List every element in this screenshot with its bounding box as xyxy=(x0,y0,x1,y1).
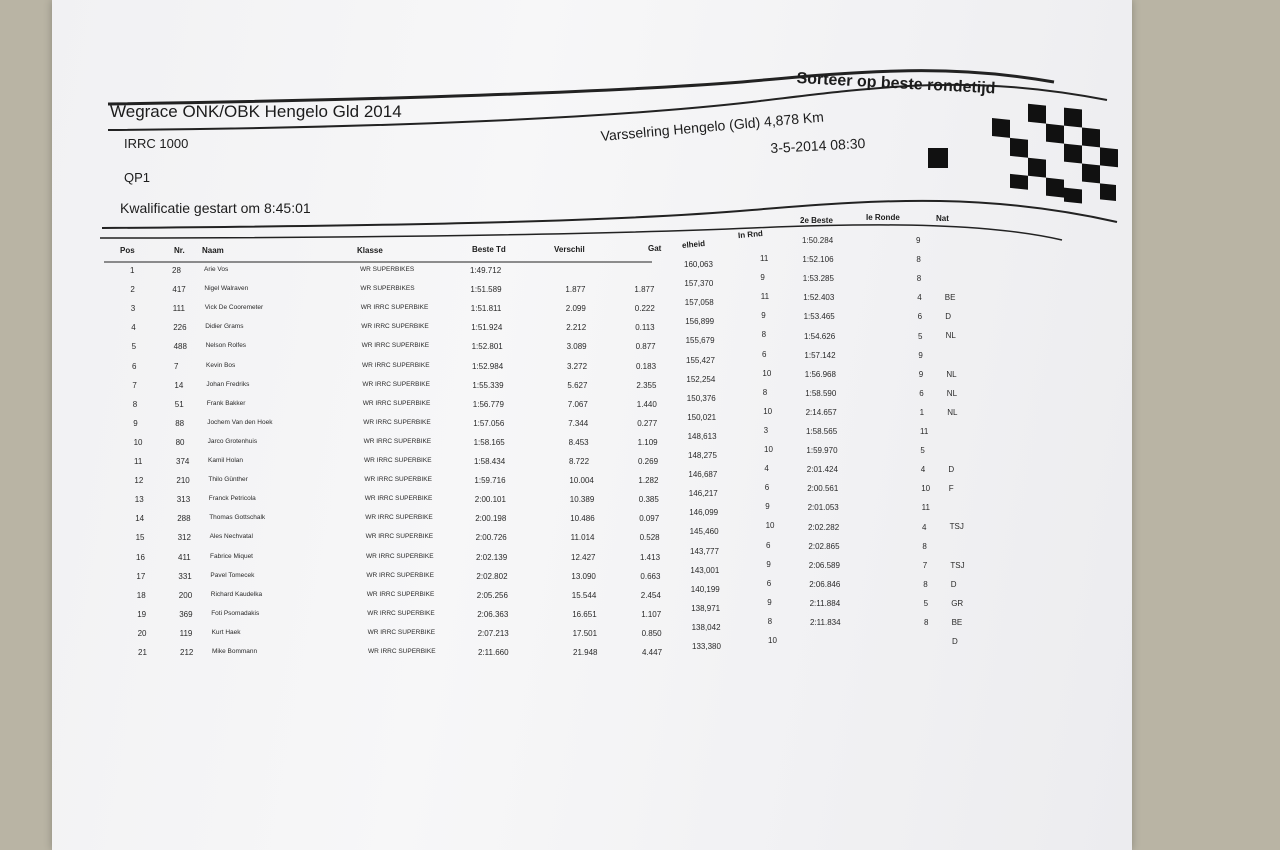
cell-verschil: 7.344 xyxy=(568,418,589,428)
cell-pos: 19 xyxy=(137,609,147,619)
cell-verschil: 10.486 xyxy=(570,514,595,524)
cell-klasse: WR IRRC SUPERBIKE xyxy=(365,514,433,522)
cell-verschil: 11.014 xyxy=(570,533,595,543)
cell-klasse: WR IRRC SUPERBIKE xyxy=(361,323,429,331)
cell-beste: 1:56.779 xyxy=(472,399,504,409)
cell-snelheid: 146,687 xyxy=(688,470,718,480)
cell-tweede: 1:58.565 xyxy=(806,427,838,436)
cell-gat: 0.277 xyxy=(637,418,658,428)
cell-ronde: 6 xyxy=(919,388,924,398)
cell-verschil: 15.544 xyxy=(571,590,597,600)
cell-tweede: 2:06.846 xyxy=(809,579,841,589)
cell-naam: Nigel Walraven xyxy=(204,285,249,293)
cell-nat: D xyxy=(948,465,955,475)
cell-nr: 417 xyxy=(172,285,186,295)
cell-pos: 11 xyxy=(134,457,143,466)
cell-ronde: 8 xyxy=(916,274,922,284)
cell-naam: Fabrice Miquet xyxy=(210,552,253,560)
cell-naam: Nelson Rolfes xyxy=(205,342,247,350)
cell-ronde: 7 xyxy=(922,560,928,570)
cell-nr: 111 xyxy=(172,304,185,314)
cell-nat: NL xyxy=(947,407,958,417)
cell-snelheid: 157,058 xyxy=(684,298,714,308)
cell-klasse: WR IRRC SUPERBIKE xyxy=(361,342,430,350)
start-time-text: Kwalificatie gestart om 8:45:01 xyxy=(120,200,311,216)
cell-gat: 2.454 xyxy=(640,590,661,600)
cell-pos: 5 xyxy=(131,342,137,352)
cell-nr: 14 xyxy=(174,380,184,390)
cell-naam: Franck Petricola xyxy=(208,495,256,503)
cell-ronde: 8 xyxy=(924,618,929,627)
cell-tweede: 2:01.053 xyxy=(807,503,839,513)
cell-naam: Richard Kaudelka xyxy=(210,590,263,598)
cell-tweede: 1:57.142 xyxy=(804,350,836,360)
col-klasse: Klasse xyxy=(357,246,383,255)
col-nr: Nr. xyxy=(174,246,185,255)
cell-inrnd: 6 xyxy=(764,483,770,493)
cell-gat: 0.222 xyxy=(634,304,655,314)
cell-nr: 28 xyxy=(172,266,181,275)
col-gat: Gat xyxy=(648,244,662,253)
cell-gat: 0.850 xyxy=(641,628,662,638)
cell-inrnd: 9 xyxy=(765,502,770,512)
cell-pos: 14 xyxy=(135,514,145,524)
cell-pos: 20 xyxy=(137,628,147,638)
cell-nr: 7 xyxy=(174,361,179,371)
cell-nr: 212 xyxy=(180,648,194,657)
cell-gat: 0.528 xyxy=(639,533,660,543)
cell-tweede: 2:02.282 xyxy=(808,522,840,532)
cell-verschil: 17.501 xyxy=(572,628,598,638)
cell-snelheid: 133,380 xyxy=(692,642,721,651)
cell-beste: 1:55.339 xyxy=(472,380,504,390)
cell-snelheid: 146,099 xyxy=(689,508,719,518)
col-ie-ronde: Ie Ronde xyxy=(866,213,900,222)
col-beste: Beste Td xyxy=(472,245,506,254)
cell-nr: 312 xyxy=(177,533,191,543)
cell-gat: 1.877 xyxy=(634,285,655,295)
cell-tweede: 2:00.561 xyxy=(807,484,839,494)
cell-pos: 1 xyxy=(130,266,135,275)
cell-tweede: 2:11.834 xyxy=(810,618,841,627)
cell-verschil: 3.272 xyxy=(567,361,588,371)
cell-nat: GR xyxy=(951,598,964,608)
cell-gat: 2.355 xyxy=(636,380,657,390)
cell-pos: 13 xyxy=(134,495,144,505)
cell-ronde: 4 xyxy=(922,522,927,532)
cell-naam: Kamil Holan xyxy=(208,457,244,464)
cell-beste: 1:58.165 xyxy=(473,437,505,447)
cell-ronde: 11 xyxy=(920,427,929,436)
cell-klasse: WR IRRC SUPERBIKE xyxy=(362,399,431,407)
cell-nr: 374 xyxy=(176,457,190,466)
cell-tweede: 2:06.589 xyxy=(808,560,840,570)
cell-nat: BE xyxy=(951,617,963,627)
cell-inrnd: 9 xyxy=(767,597,772,607)
cell-pos: 18 xyxy=(136,590,146,600)
cell-ronde: 10 xyxy=(921,484,931,494)
col-naam: Naam xyxy=(202,246,224,255)
cell-inrnd: 10 xyxy=(762,368,772,378)
cell-beste: 1:51.589 xyxy=(470,285,502,295)
cell-snelheid: 138,971 xyxy=(691,603,721,613)
cell-inrnd: 4 xyxy=(764,464,769,474)
cell-tweede: 1:52.106 xyxy=(802,255,834,265)
cell-naam: Didier Grams xyxy=(205,323,244,331)
cell-inrnd: 9 xyxy=(766,559,771,569)
cell-pos: 16 xyxy=(136,552,145,562)
cell-nr: 210 xyxy=(176,476,190,486)
cell-beste: 1:51.811 xyxy=(470,304,502,314)
cell-tweede: 2:14.657 xyxy=(805,407,837,417)
cell-verschil: 2.212 xyxy=(566,323,587,333)
cell-snelheid: 146,217 xyxy=(688,489,718,499)
cell-beste: 1:57.056 xyxy=(473,418,505,428)
cell-verschil: 13.090 xyxy=(571,571,596,581)
cell-naam: Johan Fredriks xyxy=(206,380,250,388)
cell-beste: 2:02.139 xyxy=(476,552,508,562)
cell-pos: 10 xyxy=(133,437,143,447)
col-pos: Pos xyxy=(120,246,135,255)
cell-beste: 1:59.716 xyxy=(474,476,506,486)
cell-ronde: 9 xyxy=(918,350,923,360)
cell-verschil: 2.099 xyxy=(565,304,586,314)
cell-nat: D xyxy=(950,579,957,589)
col-snelheid: elheid xyxy=(681,239,706,250)
cell-naam: Jochem Van den Hoek xyxy=(207,418,273,426)
cell-tweede: 1:54.626 xyxy=(804,331,836,341)
cell-gat: 0.183 xyxy=(636,361,657,371)
cell-pos: 15 xyxy=(135,533,145,543)
cell-naam: Pavel Tomecek xyxy=(210,571,255,579)
cell-inrnd: 3 xyxy=(763,425,769,435)
cell-klasse: WR IRRC SUPERBIKE xyxy=(364,476,432,484)
cell-inrnd: 9 xyxy=(761,311,766,321)
cell-verschil: 8.453 xyxy=(568,437,589,447)
cell-nr: 119 xyxy=(179,628,193,638)
cell-klasse: WR SUPERBIKES xyxy=(360,266,415,273)
cell-tweede: 1:56.968 xyxy=(804,369,836,379)
cell-nat: D xyxy=(952,637,958,646)
cell-gat: 1.440 xyxy=(636,399,657,409)
session-date: 3-5-2014 08:30 xyxy=(770,135,866,156)
cell-naam: Thomas Gottschalk xyxy=(209,514,266,522)
cell-pos: 17 xyxy=(136,571,146,581)
cell-klasse: WR IRRC SUPERBIKE xyxy=(364,457,432,464)
track-name: Varsselring Hengelo (Gld) 4,878 Km xyxy=(600,108,825,144)
cell-beste: 2:00.101 xyxy=(474,495,506,505)
cell-verschil: 16.651 xyxy=(572,609,597,619)
class-name: IRRC 1000 xyxy=(124,136,189,151)
cell-nr: 200 xyxy=(178,590,193,600)
cell-inrnd: 9 xyxy=(760,273,765,283)
cell-ronde: 4 xyxy=(920,465,926,475)
cell-naam: Kevin Bos xyxy=(206,361,236,369)
cell-ronde: 11 xyxy=(921,503,930,513)
cell-gat: 0.385 xyxy=(638,495,659,505)
cell-gat: 0.269 xyxy=(638,457,659,466)
cell-nat: D xyxy=(945,312,951,322)
cell-pos: 6 xyxy=(132,361,137,371)
cell-tweede: 2:01.424 xyxy=(806,465,838,475)
cell-inrnd: 6 xyxy=(766,578,772,588)
cell-inrnd: 8 xyxy=(762,387,768,397)
cell-naam: Arie Vos xyxy=(204,266,229,273)
cell-tweede: 1:53.285 xyxy=(802,274,834,284)
cell-ronde: 8 xyxy=(923,579,928,589)
cell-snelheid: 143,001 xyxy=(690,565,720,575)
cell-pos: 9 xyxy=(133,418,138,428)
cell-snelheid: 157,370 xyxy=(684,279,714,289)
cell-ronde: 8 xyxy=(916,255,921,265)
cell-snelheid: 138,042 xyxy=(691,622,721,632)
cell-tweede: 1:52.403 xyxy=(803,293,835,303)
cell-pos: 7 xyxy=(132,380,137,390)
col-verschil: Verschil xyxy=(554,245,585,254)
cell-klasse: WR IRRC SUPERBIKE xyxy=(362,380,430,388)
cell-verschil: 3.089 xyxy=(566,342,587,352)
cell-beste: 2:07.213 xyxy=(477,628,509,638)
cell-nr: 226 xyxy=(173,323,187,333)
cell-tweede: 1:59.970 xyxy=(806,446,838,456)
cell-nr: 369 xyxy=(179,609,193,619)
cell-inrnd: 10 xyxy=(763,406,773,416)
cell-klasse: WR IRRC SUPERBIKE xyxy=(368,648,436,655)
cell-beste: 1:51.924 xyxy=(471,323,503,333)
cell-ronde: 5 xyxy=(920,446,925,456)
cell-inrnd: 6 xyxy=(762,349,767,359)
cell-inrnd: 10 xyxy=(768,636,777,645)
cell-klasse: WR SUPERBIKES xyxy=(360,285,415,293)
cell-klasse: WR IRRC SUPERBIKE xyxy=(364,495,433,503)
cell-snelheid: 150,021 xyxy=(687,412,717,422)
cell-beste: 2:05.256 xyxy=(476,590,508,600)
cell-naam: Kurt Haek xyxy=(211,628,241,636)
cell-snelheid: 143,777 xyxy=(690,546,719,556)
cell-inrnd: 8 xyxy=(761,330,767,340)
cell-inrnd: 6 xyxy=(766,540,771,550)
cell-verschil: 10.389 xyxy=(569,495,595,505)
cell-ronde: 8 xyxy=(922,541,927,551)
cell-nat: TSJ xyxy=(950,560,965,570)
cell-nr: 411 xyxy=(178,552,191,562)
cell-nat: TSJ xyxy=(949,522,964,532)
cell-snelheid: 160,063 xyxy=(684,260,713,269)
cell-beste: 2:00.726 xyxy=(475,533,507,543)
cell-nat: BE xyxy=(944,293,956,303)
cell-snelheid: 140,199 xyxy=(690,584,720,594)
cell-pos: 2 xyxy=(130,285,135,295)
cell-naam: Mike Bommann xyxy=(212,648,258,655)
cell-gat: 1.413 xyxy=(640,552,661,562)
cell-klasse: WR IRRC SUPERBIKE xyxy=(360,304,429,312)
cell-snelheid: 155,427 xyxy=(686,355,715,365)
cell-inrnd: 10 xyxy=(765,521,775,531)
cell-nr: 80 xyxy=(175,437,185,447)
cell-klasse: WR IRRC SUPERBIKE xyxy=(363,418,431,426)
cell-verschil: 7.067 xyxy=(567,399,588,409)
cell-nr: 51 xyxy=(174,399,184,409)
cell-verschil: 8.722 xyxy=(569,457,590,466)
cell-snelheid: 155,679 xyxy=(685,336,715,346)
cell-inrnd: 11 xyxy=(760,254,769,263)
cell-beste: 2:02.802 xyxy=(476,571,508,581)
cell-naam: Jarco Grotenhuis xyxy=(207,437,258,445)
cell-nr: 488 xyxy=(173,342,187,352)
cell-ronde: 4 xyxy=(917,293,922,303)
cell-ronde: 9 xyxy=(916,236,921,245)
cell-beste: 2:00.198 xyxy=(475,514,507,524)
cell-snelheid: 148,275 xyxy=(688,451,717,460)
cell-klasse: WR IRRC SUPERBIKE xyxy=(366,590,435,598)
cell-pos: 12 xyxy=(134,476,144,486)
cell-snelheid: 148,613 xyxy=(687,431,717,441)
event-title: Wegrace ONK/OBK Hengelo Gld 2014 xyxy=(110,102,402,121)
col-in-rnd: In Rnd xyxy=(737,228,764,241)
cell-gat: 4.447 xyxy=(642,648,663,657)
cell-naam: Frank Bakker xyxy=(206,399,246,407)
cell-tweede: 2:02.865 xyxy=(808,541,840,551)
cell-klasse: WR IRRC SUPERBIKE xyxy=(367,628,436,636)
cell-tweede: 2:11.884 xyxy=(809,598,841,608)
cell-gat: 1.107 xyxy=(641,609,662,619)
cell-klasse: WR IRRC SUPERBIKE xyxy=(363,437,432,445)
cell-beste: 1:52.984 xyxy=(472,361,504,371)
checkered-square xyxy=(928,148,948,168)
cell-beste: 1:52.801 xyxy=(471,342,503,352)
cell-nat: F xyxy=(948,484,954,494)
cell-ronde: 1 xyxy=(919,407,925,417)
cell-ronde: 6 xyxy=(917,312,923,322)
cell-nr: 331 xyxy=(178,571,192,581)
cell-inrnd: 8 xyxy=(767,616,773,626)
cell-verschil: 10.004 xyxy=(569,476,594,486)
cell-snelheid: 156,899 xyxy=(685,317,715,327)
cell-naam: Foti Psomadakis xyxy=(211,609,260,617)
cell-verschil: 5.627 xyxy=(567,380,588,390)
cell-klasse: WR IRRC SUPERBIKE xyxy=(362,361,430,369)
cell-inrnd: 10 xyxy=(764,445,773,454)
cell-tweede: 1:50.284 xyxy=(802,236,834,245)
cell-beste: 1:49.712 xyxy=(470,266,502,275)
cell-beste: 2:06.363 xyxy=(477,609,509,619)
cell-klasse: WR IRRC SUPERBIKE xyxy=(365,533,434,541)
cell-nat: NL xyxy=(945,331,956,341)
cell-ronde: 5 xyxy=(918,331,923,341)
cell-gat: 0.113 xyxy=(635,323,655,333)
checkered-flag-icon xyxy=(992,100,1122,218)
cell-gat: 1.109 xyxy=(637,437,658,447)
col-2e-beste: 2e Beste xyxy=(800,216,833,225)
cell-beste: 2:11.660 xyxy=(478,648,509,657)
cell-verschil: 1.877 xyxy=(565,285,586,295)
cell-nr: 288 xyxy=(177,514,191,524)
cell-snelheid: 150,376 xyxy=(686,393,716,403)
cell-gat: 1.282 xyxy=(638,476,659,486)
cell-naam: Ales Nechvatal xyxy=(209,533,253,541)
cell-ronde: 9 xyxy=(918,369,924,379)
cell-pos: 8 xyxy=(132,399,138,409)
cell-pos: 4 xyxy=(131,323,136,333)
cell-tweede: 1:53.465 xyxy=(803,312,835,322)
cell-tweede: 1:58.590 xyxy=(805,388,837,398)
cell-naam: Thilo Günther xyxy=(208,476,248,484)
results-sheet xyxy=(52,0,1132,850)
cell-klasse: WR IRRC SUPERBIKE xyxy=(366,571,434,579)
col-nat: Nat xyxy=(936,214,949,223)
cell-nat: NL xyxy=(946,388,958,398)
cell-pos: 3 xyxy=(130,304,136,314)
cell-naam: Vick De Cooremeter xyxy=(204,304,264,312)
session-name: QP1 xyxy=(124,170,151,185)
cell-verschil: 21.948 xyxy=(573,648,598,657)
cell-ronde: 5 xyxy=(923,598,929,608)
cell-gat: 0.663 xyxy=(640,571,661,581)
cell-snelheid: 145,460 xyxy=(689,527,719,537)
cell-nr: 88 xyxy=(175,418,185,428)
cell-klasse: WR IRRC SUPERBIKE xyxy=(366,552,434,560)
cell-klasse: WR IRRC SUPERBIKE xyxy=(367,609,435,617)
cell-nat: NL xyxy=(946,369,957,379)
cell-snelheid: 152,254 xyxy=(686,374,716,384)
cell-pos: 21 xyxy=(138,648,147,657)
cell-beste: 1:58.434 xyxy=(474,457,506,466)
cell-gat: 0.097 xyxy=(639,514,660,524)
cell-gat: 0.877 xyxy=(635,342,656,352)
sort-label: Sorteer op beste rondetijd xyxy=(796,70,996,98)
cell-verschil: 12.427 xyxy=(571,552,596,562)
cell-nr: 313 xyxy=(176,495,191,505)
cell-inrnd: 11 xyxy=(760,292,770,302)
